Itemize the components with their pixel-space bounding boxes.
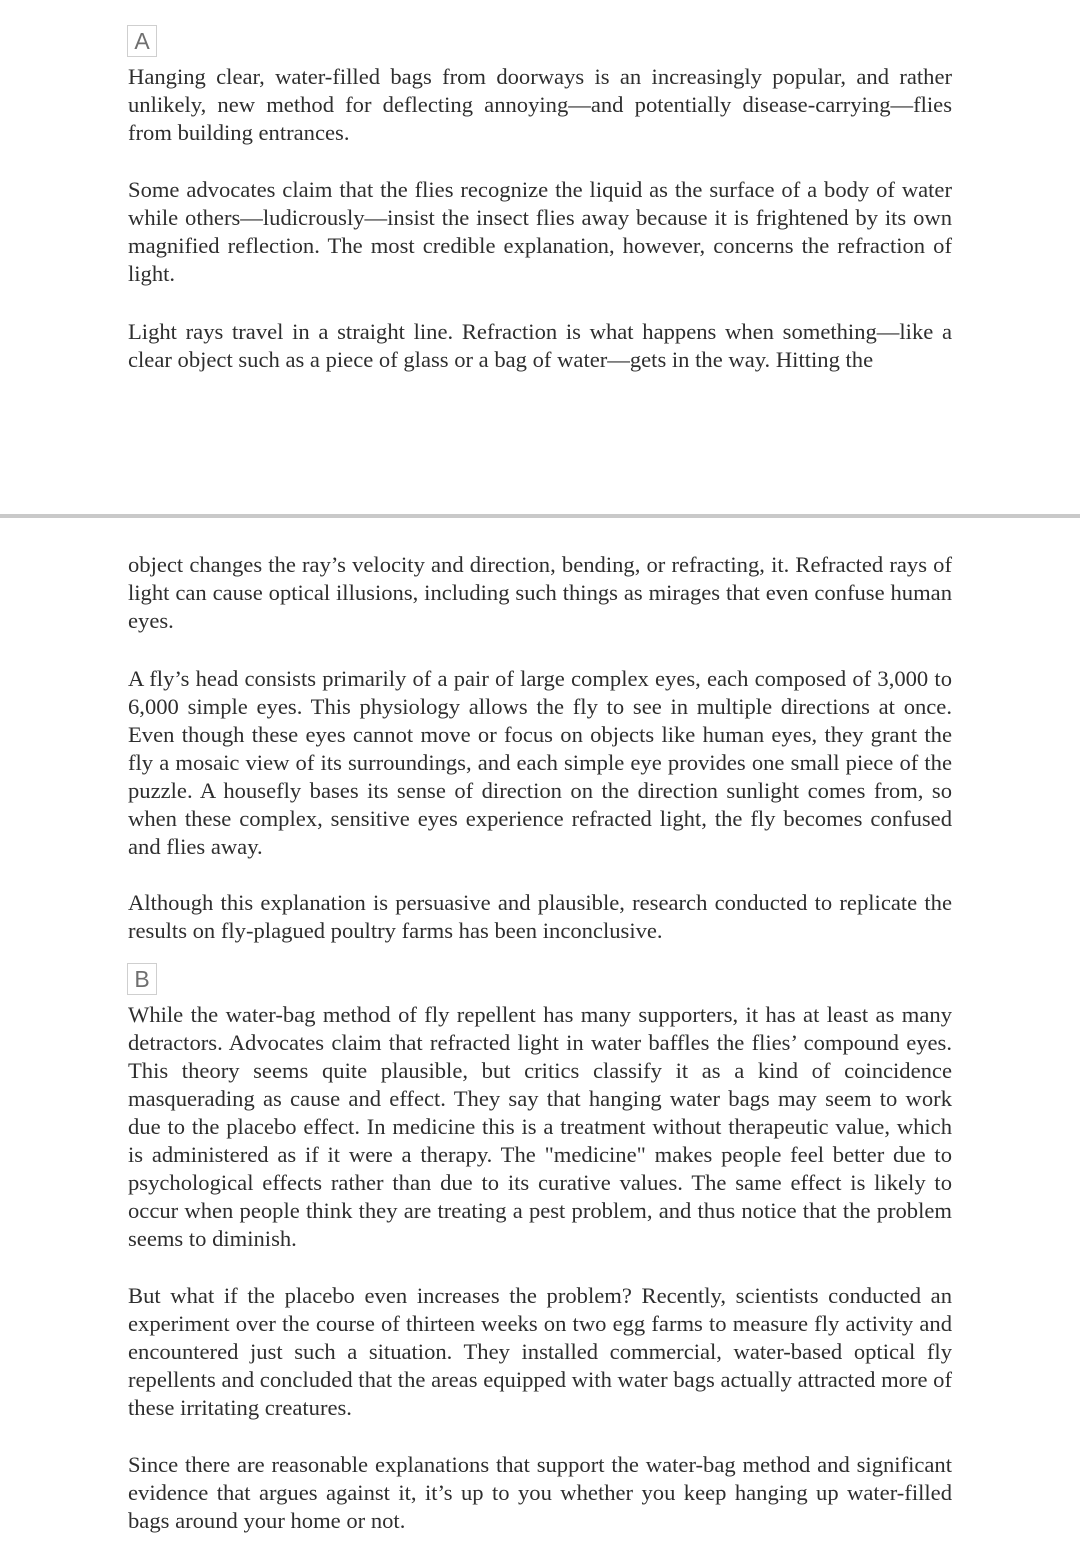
- section-a-paragraph-6: Although this explanation is persuasive and plausible, research conducted to replicate the results on fly-plagued poultry farms has been inconclusive.: [128, 890, 952, 943]
- section-a-paragraph-2: Some advocates claim that the flies recognize the liquid as the surface of a body of water while others—ludicrously—insist the insect flies away because it is frightened by its own magnified reflection. The most credible explanation, however, concerns the refraction of light.: [128, 177, 952, 286]
- section-a-paragraph-1: Hanging clear, water-filled bags from doorways is an increasingly popular, and rather unlikely, new method for deflecting annoying—and potentially disease-carrying—flies from building entrances.: [128, 64, 952, 145]
- section-b-paragraph-1: While the water-bag method of fly repellent has many supporters, it has at least as many detractors. Advocates claim that refracted light in water baffles the flies’ compound eyes. This theory seems quite plausible, but critics classify it as a kind of coincidence masquerading as cause and effect. They say that hanging water bags may seem to work due to the placebo effect. In medicine this is a treatment without therapeutic value, which is administered as if it were a therapy. The "medicine" makes people feel better due to psychological effects rather than due to its curative values. The same effect is likely to occur when people think they are treating a pest problem, and thus notice that the problem seems to diminish.: [128, 1002, 952, 1251]
- section-a-label: A: [127, 25, 157, 57]
- section-a-paragraph-3: Light rays travel in a straight line. Refraction is what happens when something—like a clear object such as a piece of glass or a bag of water—gets in the way. Hitting the: [128, 319, 952, 372]
- section-b-paragraph-3: Since there are reasonable explanations that support the water-bag method and significant evidence that argues against it, it’s up to you whether you keep hanging up water-filled bags around your home or not.: [128, 1452, 952, 1533]
- page-divider: [0, 514, 1080, 518]
- page-bottom: [0, 519, 1080, 1552]
- section-a-paragraph-5: A fly’s head consists primarily of a pair of large complex eyes, each composed of 3,000 to 6,000 simple eyes. This physiology allows the fly to see in multiple directions at once. Even though these eyes cannot move or focus on objects like human eyes, they grant the fly a mosaic view of its surroundings, and each simple eye provides one small piece of the puzzle. A housefly bases its sense of direction on the direction sunlight comes from, so when these complex, sensitive eyes experience refracted light, the fly becomes confused and flies away.: [128, 666, 952, 859]
- page-top: [0, 0, 1080, 515]
- section-b-label: B: [127, 963, 157, 995]
- section-a-paragraph-4: object changes the ray’s velocity and direction, bending, or refracting, it. Refracted rays of light can cause optical illusions, including such things as mirages that even confuse human eyes.: [128, 552, 952, 633]
- section-b-paragraph-2: But what if the placebo even increases the problem? Recently, scientists conducted an experiment over the course of thirteen weeks on two egg farms to measure fly activity and encountered just such a situation. They installed commercial, water-based optical fly repellents and concluded that the areas equipped with water bags actually attracted more of these irritating creatures.: [128, 1283, 952, 1420]
